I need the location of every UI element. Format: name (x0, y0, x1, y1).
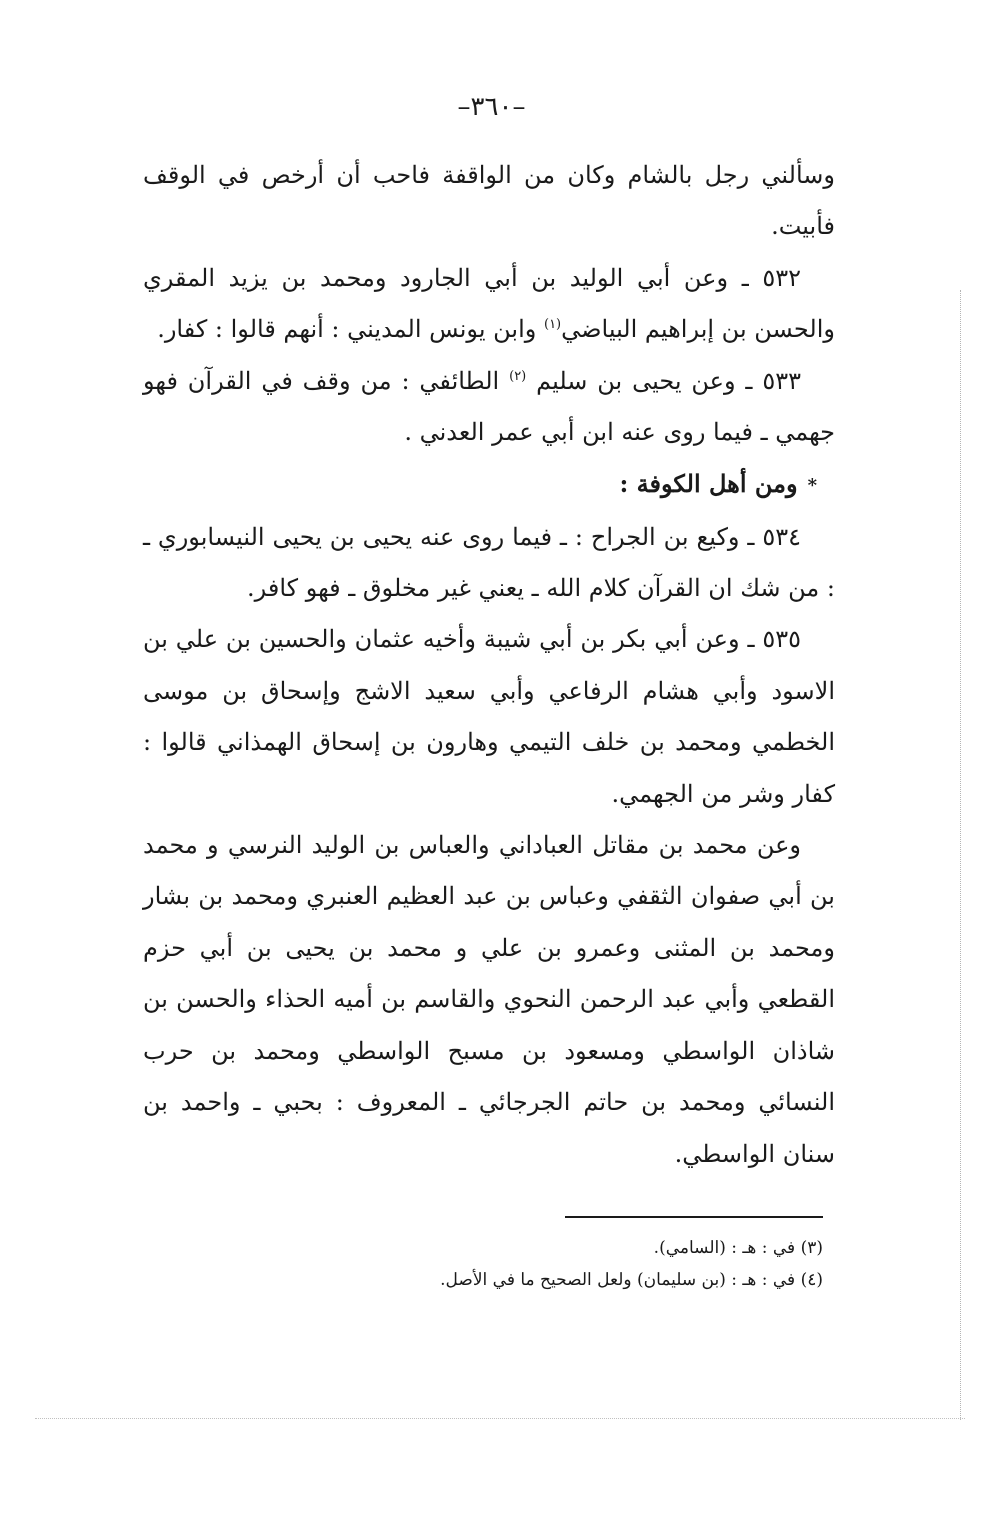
paragraph-533 (143, 356, 835, 459)
paragraph-533-text-cont: الطائفي : من وقف في القرآن فهو جهمي ـ فيما روى عنه ابن أبي عمر العدني . (143, 366, 835, 447)
scan-edge-bottom (35, 1418, 965, 1419)
section-heading-kufa (143, 458, 835, 511)
paragraph-532-text-cont: وابن يونس المديني : أنهم قالوا : كفار. (157, 315, 544, 344)
footnote-divider (565, 1216, 823, 1218)
page-number: –٣٦٠– (457, 92, 526, 122)
footnote-ref-1: (١) (543, 317, 562, 333)
paragraph-intro: وسألني رجل بالشام وكان من الواقفة فاحب أن أرخص في الوقف فأبيت. (143, 161, 835, 241)
section-heading-text: ومن أهل الكوفة : (619, 469, 798, 499)
paragraph-533-text: ٥٣٣ ـ وعن يحيى بن سليم (526, 366, 802, 395)
footnote-4: (٤) في : هـ : (بن سليمان) ولعل الصحيح ما في الأصل. (440, 1270, 823, 1290)
main-text (143, 150, 835, 1180)
paragraph-535: ٥٣٥ ـ وعن أبي بكر بن أبي شيبة وأخيه عثمان والحسين بن علي بن الاسود وأبي هشام الرفاعي وأبي سعيد الاشج وإسحاق بن موسى الخطمي ومحمد بن خلف التيمي وهارون بن إسحاق الهمذاني قالوا : كفار وشر من الجهمي. (143, 625, 835, 808)
paragraph-532 (143, 253, 835, 356)
footnote-ref-2: (٢) (509, 368, 527, 384)
paragraph-534: ٥٣٤ ـ وكيع بن الجراح : ـ فيما روى عنه يحيى بن يحيى النيسابوري ـ : من شك ان القرآن كلام الله ـ يعني غير مخلوق ـ فهو كافر. (143, 522, 835, 603)
footnote-3: (٣) في : هـ : (السامي). (653, 1238, 823, 1258)
paragraph-536: وعن محمد بن مقاتل العباداني والعباس بن الوليد النرسي و محمد بن أبي صفوان الثقفي وعباس بن عبد العظيم العنبري ومحمد بن بشار ومحمد بن المثنى وعمرو بن علي و محمد بن يحيى بن أبي حزم القطعي وأبي عبد الرحمن النحوي والقاسم بن أميه الحذاء والحسن بن شاذان الواسطي ومسعود بن مسبح الواسطي ومحمد بن حرب النسائي ومحمد بن حاتم الجرجائي ـ المعروف : بحبي ـ واحمد بن سنان الواسطي. (143, 831, 835, 1168)
footnotes (143, 1232, 823, 1296)
star-icon: * (807, 475, 817, 497)
paragraph-532-text: ٥٣٢ ـ وعن أبي الوليد بن أبي الجارود ومحمد بن يزيد المقري والحسن بن إبراهيم البياضي (143, 263, 835, 344)
scan-edge-right (960, 290, 961, 1420)
